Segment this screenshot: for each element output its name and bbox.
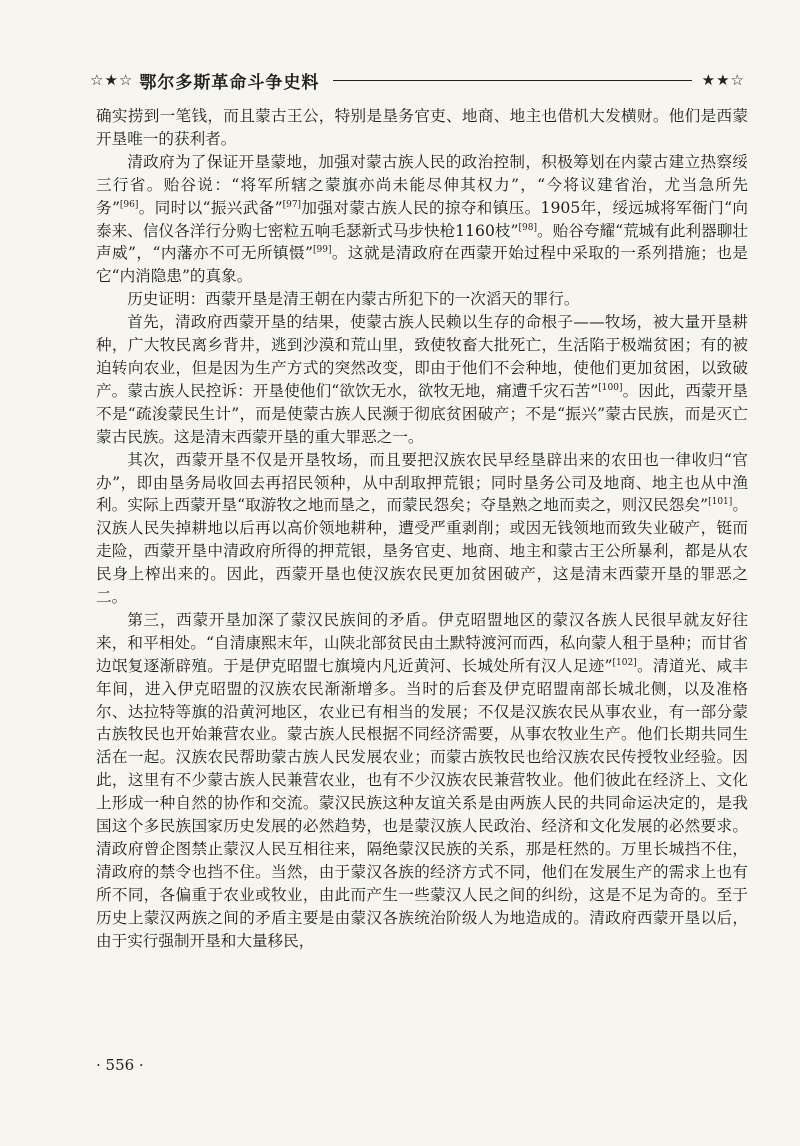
header-title: 鄂尔多斯革命斗争史料 bbox=[139, 72, 320, 93]
footnote-ref: [98] bbox=[518, 222, 537, 233]
text-run: 清政府为了保证开垦蒙地，加强对蒙古族人民的政治控制，积极筹划在内蒙古建立热察绥三行省。贻谷说：“将军所辖之蒙旗亦尚未能尽伸其权力”，“今将议建省治，尤当急所先务” bbox=[96, 152, 748, 217]
footnote-ref: [97] bbox=[282, 199, 302, 210]
text-run: 。贻谷夸耀“荒城有此利器聊壮声威”，“内藩亦不可无所镇慑” bbox=[96, 221, 748, 263]
body-text bbox=[96, 105, 748, 953]
text-run: 。同时以“振兴武备” bbox=[138, 198, 283, 217]
text-run: 。因此，西蒙开垦不是“疏浚蒙民生计”，而是使蒙古族人民濒于彻底贫困破产；不是“振兴”蒙古民族，而是灭亡蒙古民族。这是清末西蒙开垦的重大罪恶之一。 bbox=[96, 381, 748, 446]
text-run: 第三，西蒙开垦加深了蒙汉民族间的矛盾。伊克昭盟地区的蒙汉各族人民很早就友好往来，和平相处。“自清康熙末年，山陕北部贫民由土默特渡河而西，私向蒙人租于垦种；而甘省边氓复逐渐辟殖。于是伊克昭盟七旗境内凡近黄河、长城处所有汉人足迹” bbox=[96, 610, 748, 675]
text-run: 其次，西蒙开垦不仅是开垦牧场，而且要把汉族农民早经垦辟出来的农田也一律收归“官办”，即由垦务局收回去再招民领种，从中刮取押荒银；同时垦务公司及地商、地主也从中渔利。实际上西蒙开垦“取游牧之地而垦之，而蒙民怨矣；夺垦熟之地而卖之，则汉民怨矣” bbox=[96, 450, 748, 515]
paragraph bbox=[96, 151, 748, 288]
page-number: · 556 · bbox=[96, 1056, 144, 1074]
footnote-ref: [101] bbox=[708, 497, 733, 508]
text-run: 确实捞到一笔钱，而且蒙古王公，特别是垦务官吏、地商、地主也借机大发横财。他们是西蒙开垦唯一的获利者。 bbox=[96, 107, 748, 148]
text-run: 。清道光、咸丰年间，进入伊克昭盟的汉族农民渐渐增多。当时的后套及伊克昭盟南部长城北侧，以及准格尔、达拉特等旗的沿黄河地区，农业已有相当的发展；不仅是汉族农民从事农业，有一部分蒙古族牧民也开始兼营农业。蒙古族人民根据不同经济需要，从事农牧业生产。他们长期共同生活在一起。汉族农民帮助蒙古族人民发展农业；而蒙古族牧民也给汉族农民传授牧业经验。因此，这里有不少蒙古族人民兼营农业，也有不少汉族农民兼营牧业。他们彼此在经济上、文化上形成一种自然的协作和交流。蒙汉民族这种友谊关系是由两族人民的共同命运决定的，是我国这个多民族国家历史发展的必然趋势，也是蒙汉族人民政治、经济和文化发展的必然要求。清政府曾企图禁止蒙汉人民互相往来，隔绝蒙汉民族的关系，那是枉然的。万里长城挡不住，清政府的禁令也挡不住。当然，由于蒙汉各族的经济方式不同，他们在发展生产的需求上也有所不同，各偏重于农业或牧业，由此而产生一些蒙汉人民之间的纠纷，这是不足为奇的。至于历史上蒙汉两族之间的矛盾主要是由蒙汉各族统治阶级人为地造成的。清政府西蒙开垦以后，由于实行强制开垦和大量移民， bbox=[96, 656, 748, 950]
footnote-ref: [100] bbox=[598, 382, 623, 393]
text-run: 首先，清政府西蒙开垦的结果，使蒙古族人民赖以生存的命根子——牧场，被大量开垦耕种，广大牧民离乡背井，逃到沙漠和荒山里，致使牧畜大批死亡，生活陷于极端贫困；有的被迫转向农业，但是因为生产方式的突然改变，即由于他们不会种地，使他们更加贫困，以致破产。蒙古族人民控诉：开垦使他们“欲饮无水，欲牧无地，痛遭千灾石苦” bbox=[96, 313, 748, 400]
footnote-ref: [99] bbox=[313, 245, 332, 256]
paragraph bbox=[96, 449, 748, 609]
text-run: 加强对蒙古族人民的掠夺和镇压。1905年，绥远城将军衙门“向泰来、信仪各洋行分购七密粒五响毛瑟新式马步快枪1160枝” bbox=[96, 198, 748, 240]
text-run: 。汉族人民失掉耕地以后再以高价领地耕种，遭受严重剥削；或因无钱领地而致失业破产，铤而走险，西蒙开垦中清政府所得的押荒银，垦务官吏、地商、地主和蒙古王公所暴利，都是从农民身上榨出来的。因此，西蒙开垦也使汉族农民更加贫困破产，这是清末西蒙开垦的罪恶之二。 bbox=[96, 496, 748, 607]
footnote-ref: [102] bbox=[612, 657, 637, 668]
paragraph bbox=[96, 288, 748, 311]
running-header bbox=[90, 67, 745, 93]
text-run: 。这就是清政府在西蒙开始过程中采取的一系列措施；也是它“内消隐患”的真象。 bbox=[96, 244, 748, 286]
star-icon: ☆★☆ bbox=[90, 71, 134, 89]
text-run: 历史证明：西蒙开垦是清王朝在内蒙古所犯下的一次滔天的罪行。 bbox=[127, 290, 580, 309]
paragraph bbox=[96, 105, 748, 151]
footnote-ref: [96] bbox=[119, 199, 139, 210]
header-rule bbox=[333, 80, 691, 81]
star-icon: ★★☆ bbox=[701, 71, 745, 89]
paragraph bbox=[96, 311, 748, 448]
paragraph bbox=[96, 609, 748, 953]
